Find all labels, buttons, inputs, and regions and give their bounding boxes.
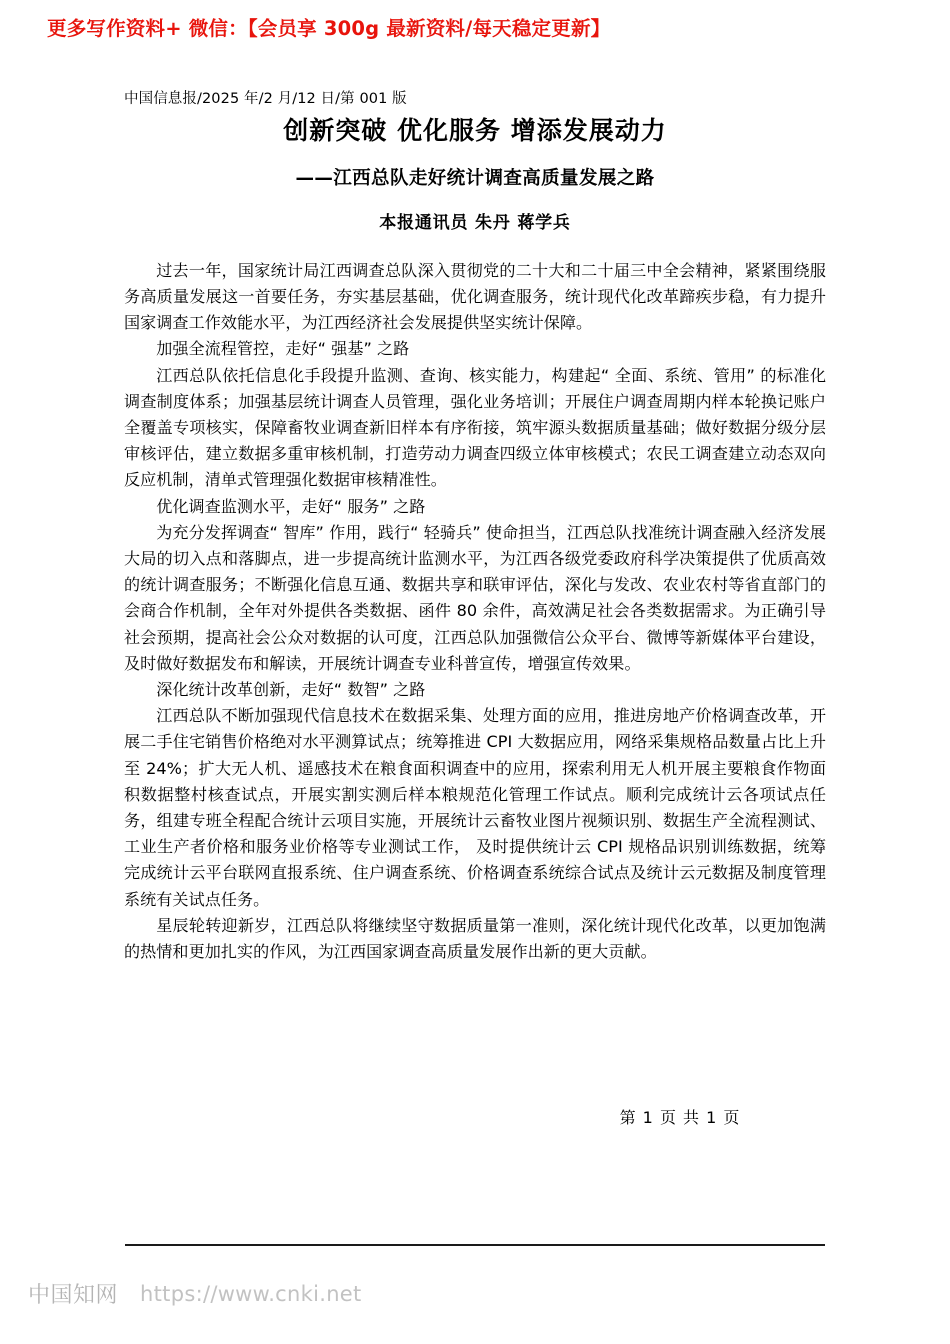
article-source-line: 中国信息报/2025 年/2 月/12 日/第 001 版 xyxy=(124,91,407,107)
article-subheading: 优化调查监测水平，走好“ 服务” 之路 xyxy=(156,496,426,516)
article-paragraph: 过去一年，国家统计局江西调查总队深入贯彻党的二十大和二十届三中全会精神，紧紧围绕服务高质量发展这一首要任务，夯实基层基础，优化调查服务，统计现代化改革蹄疾步稳，有力提升国家调查工作效能水平，为江西经济社会发展提供坚实统计保障。 xyxy=(124,260,826,333)
page-indicator: 第 1 页 共 1 页 xyxy=(619,1108,741,1127)
article-subtitle: ——江西总队走好统计调查高质量发展之路 xyxy=(295,167,655,189)
article-paragraph: 为充分发挥调查“ 智库” 作用，践行“ 轻骑兵” 使命担当，江西总队找准统计调查融入经济发展大局的切入点和落脚点，进一步提高统计监测水平，为江西各级党委政府科学决策提供了优质高效的统计调查服务；不断强化信息互通、数据共享和联审评估，深化与发改、农业农村等省直部门的会商合作机制，全年对外提供各类数据、函件 80 余件，高效满足社会各类数据需求。为正确引导社会预期，提高社会公众对数据的认可度，江西总队加强微信公众平台、微博等新媒体平台建设，及时做好数据发布和解读，开展统计调查专业科普宣传，增强宣传效果。 xyxy=(124,522,826,673)
article-content xyxy=(124,88,826,965)
article-paragraph: 星辰轮转迎新岁，江西总队将继续坚守数据质量第一准则，深化统计现代化改革，以更加饱满的热情和更加扎实的作风，为江西国家调查高质量发展作出新的更大贡献。 xyxy=(124,915,826,962)
article-title: 创新突破 优化服务 增添发展动力 xyxy=(283,116,667,145)
article-body xyxy=(124,258,826,965)
promo-banner-text: 更多写作资料+ 微信：【会员享 300g 最新资料/每天稳定更新】 xyxy=(47,17,611,40)
article-paragraph: 江西总队依托信息化手段提升监测、查询、核实能力，构建起“ 全面、系统、管用” 的标准化调查制度体系；加强基层统计调查人员管理，强化业务培训；开展住户调查周期内样本轮换记账户全覆盖专项核实，保障畜牧业调查新旧样本有序衔接，筑牢源头数据质量基础；做好数据分级分层审核评估，建立数据多重审核机制，打造劳动力调查四级立体审核模式；农民工调查建立动态双向反应机制，清单式管理强化数据审核精准性。 xyxy=(124,365,826,490)
cnki-watermark-url: https://www.cnki.net xyxy=(140,1281,362,1306)
cnki-watermark xyxy=(28,1278,362,1309)
article-subheading: 深化统计改革创新，走好“ 数智” 之路 xyxy=(156,680,426,699)
cnki-watermark-name: 中国知网 xyxy=(28,1283,119,1308)
article-subheading: 加强全流程管控，走好“ 强基” 之路 xyxy=(156,339,410,359)
article-paragraph: 江西总队不断加强现代信息技术在数据采集、处理方面的应用，推进房地产价格调查改革，开展二手住宅销售价格绝对水平测算试点；统筹推进 CPI 大数据应用，网络采集规格品数量占比上升至 24%；扩大无人机、遥感技术在粮食面积调查中的应用，探索利用无人机开展主要粮食作物面积数据整村核查试点，开展实割实测后样本粮规范化管理工作试点。顺利完成统计云各项试点任务，组建专班全程配合统计云项目实施，开展统计云畜牧业图片视频识别、数据生产全流程测试、 工业生产者价格和服务业价格等专业测试工作， 及时提供统计云 CPI 规格品识别训练数据，统筹完成统计云平台联网直报系统、住户调查系统、价格调查系统综合试点及统计云元数据及制度管理系统有关试点任务。 xyxy=(124,706,826,909)
footer-divider xyxy=(125,1244,825,1246)
article-byline: 本报通讯员 朱丹 蒋学兵 xyxy=(379,212,571,233)
